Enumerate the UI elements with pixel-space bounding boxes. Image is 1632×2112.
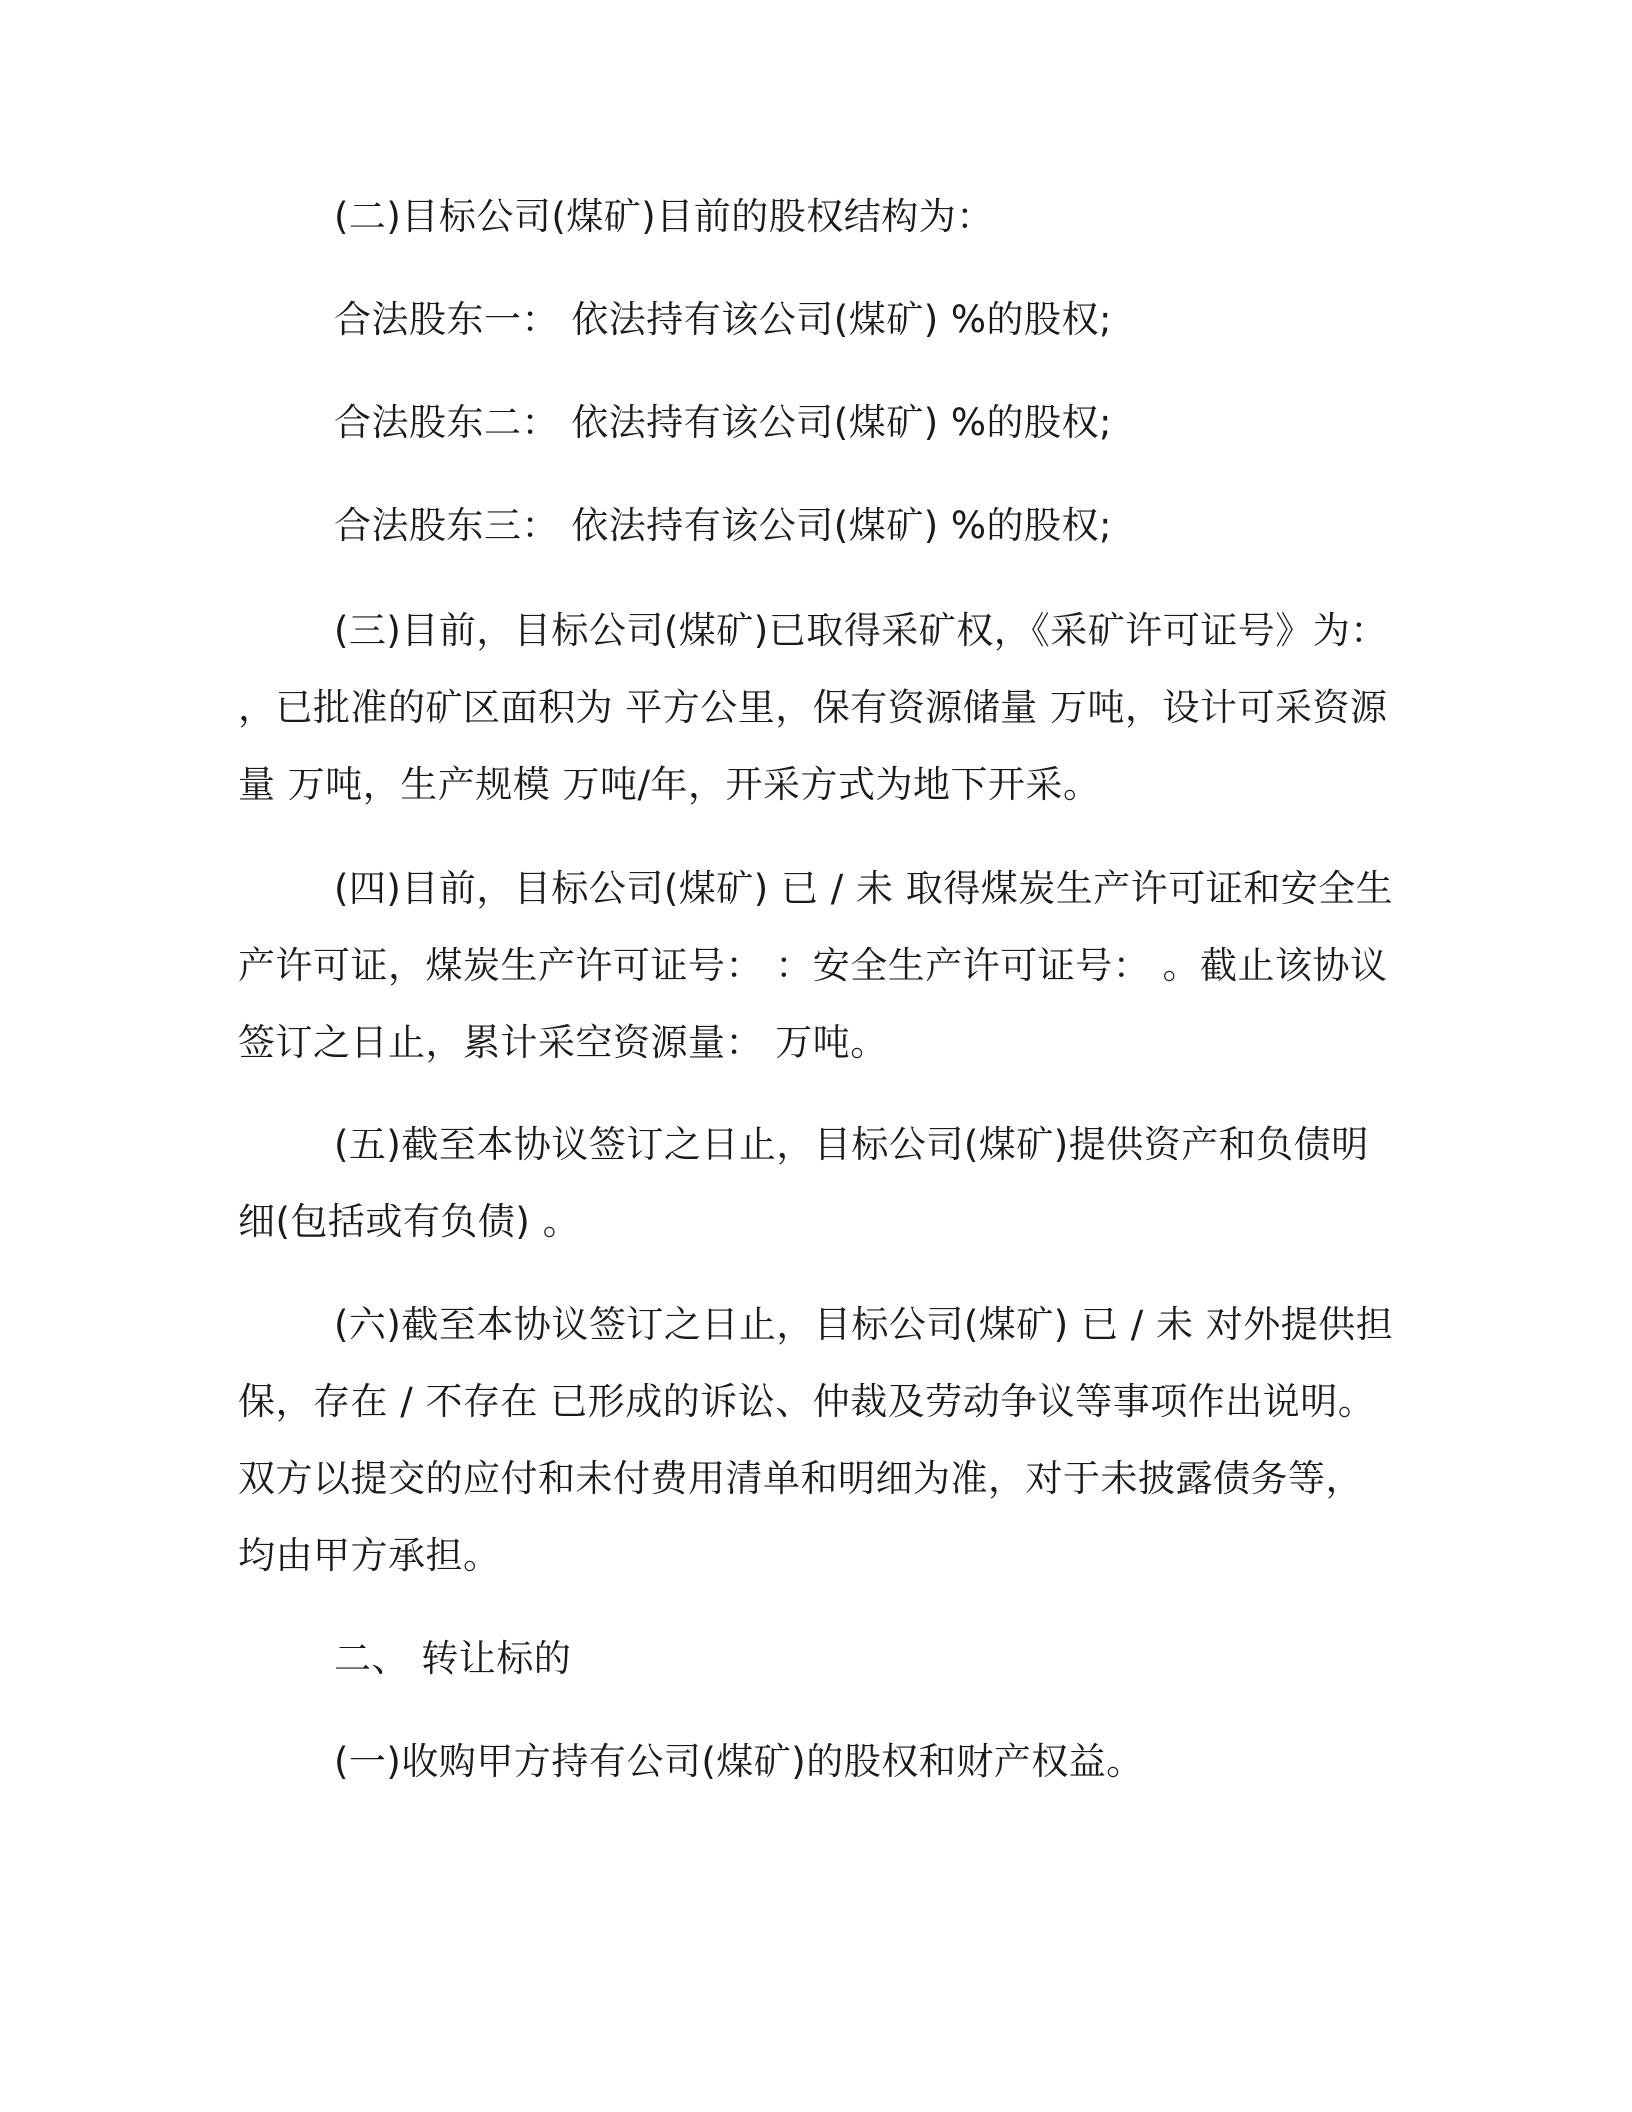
paragraph-shareholder-one: 合法股东一： 依法持有该公司(煤矿) %的股权; <box>334 298 1113 341</box>
section-heading-transfer-subject: 二、 转让标的 <box>334 1637 572 1680</box>
paragraph-production-licenses: (四)目前，目标公司(煤矿) 已 / 未 取得煤炭生产许可证和安全生产许可证，煤炭生产许可证号： ：安全生产许可证号： 。截止该协议签订之日止，累计采空资源量： 万吨。 <box>238 867 1394 1064</box>
paragraph-assets-liabilities: (五)截至本协议签订之日止，目标公司(煤矿)提供资产和负债明细(包括或有负债) 。 <box>238 1123 1369 1243</box>
paragraph-equity-structure-heading: (二)目标公司(煤矿)目前的股权结构为： <box>334 195 994 238</box>
paragraph-shareholder-three: 合法股东三： 依法持有该公司(煤矿) %的股权; <box>334 504 1113 547</box>
paragraph-shareholder-two: 合法股东二： 依法持有该公司(煤矿) %的股权; <box>334 401 1113 444</box>
paragraph-acquire-equity: (一)收购甲方持有公司(煤矿)的股权和财产权益。 <box>334 1740 1144 1783</box>
paragraph-mining-rights: (三)目前，目标公司(煤矿)已取得采矿权，《采矿许可证号》为： ，已批准的矿区面积为 平方公里，保有资源储量 万吨，设计可采资源量 万吨，生产规模 万吨/年，开采方式为地下开采。 <box>238 609 1388 806</box>
paragraph-guarantees-litigation: (六)截至本协议签订之日止，目标公司(煤矿) 已 / 未 对外提供担保，存在 / 不存在 已形成的诉讼、仲裁及劳动争议等事项作出说明。双方以提交的应付和未付费用清单和明细为准，对于未披露债务等，均由甲方承担。 <box>238 1303 1394 1577</box>
